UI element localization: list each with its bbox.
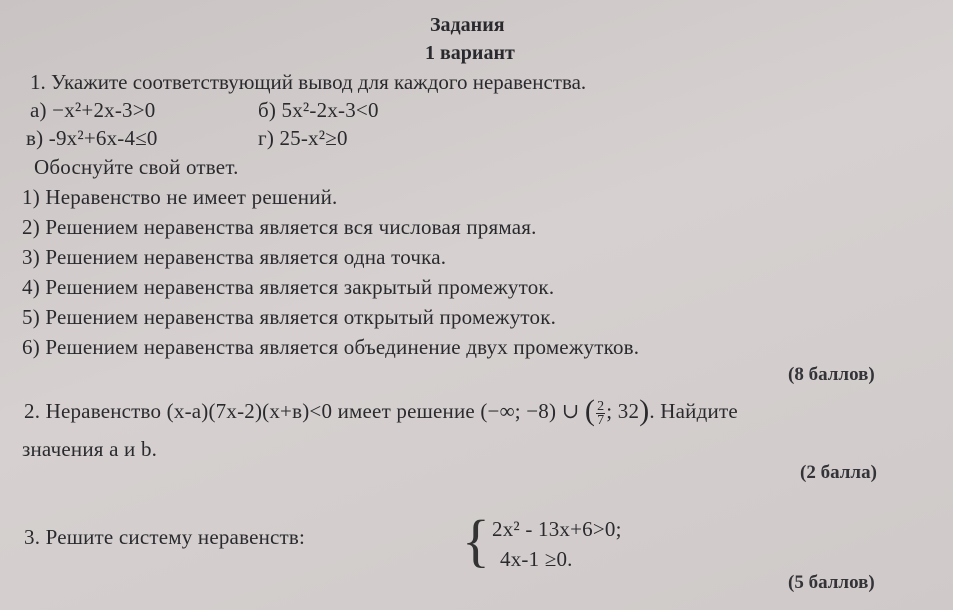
task1-prompt: 1. Укажите соответствующий вывод для каждого неравенства.	[30, 70, 587, 94]
task2-statement	[24, 396, 738, 430]
task1-option: 1) Неравенство не имеет решений.	[22, 185, 338, 209]
task1-option: 5) Решением неравенства является открытый промежуток.	[22, 305, 557, 329]
task1-option: 2) Решением неравенства является вся числовая прямая.	[22, 215, 537, 239]
task1-points: (8 баллов)	[788, 364, 875, 385]
task2-text-end: . Найдите	[649, 398, 738, 423]
task1-inequality-b: б) 5x²-2x-3<0	[258, 98, 379, 122]
task3-equation-2: 4x-1 ≥0.	[500, 547, 573, 571]
open-paren-icon: (	[584, 394, 596, 427]
task3-points: (5 баллов)	[788, 572, 875, 593]
task1-option: 4) Решением неравенства является закрытый промежуток.	[22, 275, 555, 299]
fraction-numerator: 2	[597, 398, 605, 414]
variant-label: 1 вариант	[425, 42, 515, 64]
task1-inequality-a: а) −x²+2x-3>0	[30, 98, 156, 122]
fraction-denominator: 7	[597, 412, 605, 428]
task2-interval-end: ; 32	[606, 398, 640, 423]
close-paren-icon: )	[639, 394, 650, 427]
task2-text-start: 2. Неравенство (x-a)(7x-2)(x+в)<0 имеет решение (−∞; −8) ∪	[24, 398, 585, 423]
task3-equation-1: 2x² - 13x+6>0;	[492, 517, 622, 541]
task2-line2: значения a и b.	[22, 437, 158, 461]
task1-option: 6) Решением неравенства является объединение двух промежутков.	[22, 335, 640, 359]
task1-inequality-g: г) 25-x²≥0	[258, 126, 348, 150]
task1-justify: Обоснуйте свой ответ.	[34, 155, 239, 179]
task2-points: (2 балла)	[800, 462, 877, 483]
task1-inequality-v: в) -9x²+6x-4≤0	[26, 126, 158, 150]
fraction	[596, 400, 605, 427]
task3-prompt: 3. Решите систему неравенств:	[24, 525, 306, 549]
task1-option: 3) Решением неравенства является одна точка.	[22, 245, 447, 269]
page-title: Задания	[430, 14, 505, 36]
system-brace-icon: {	[462, 508, 490, 573]
